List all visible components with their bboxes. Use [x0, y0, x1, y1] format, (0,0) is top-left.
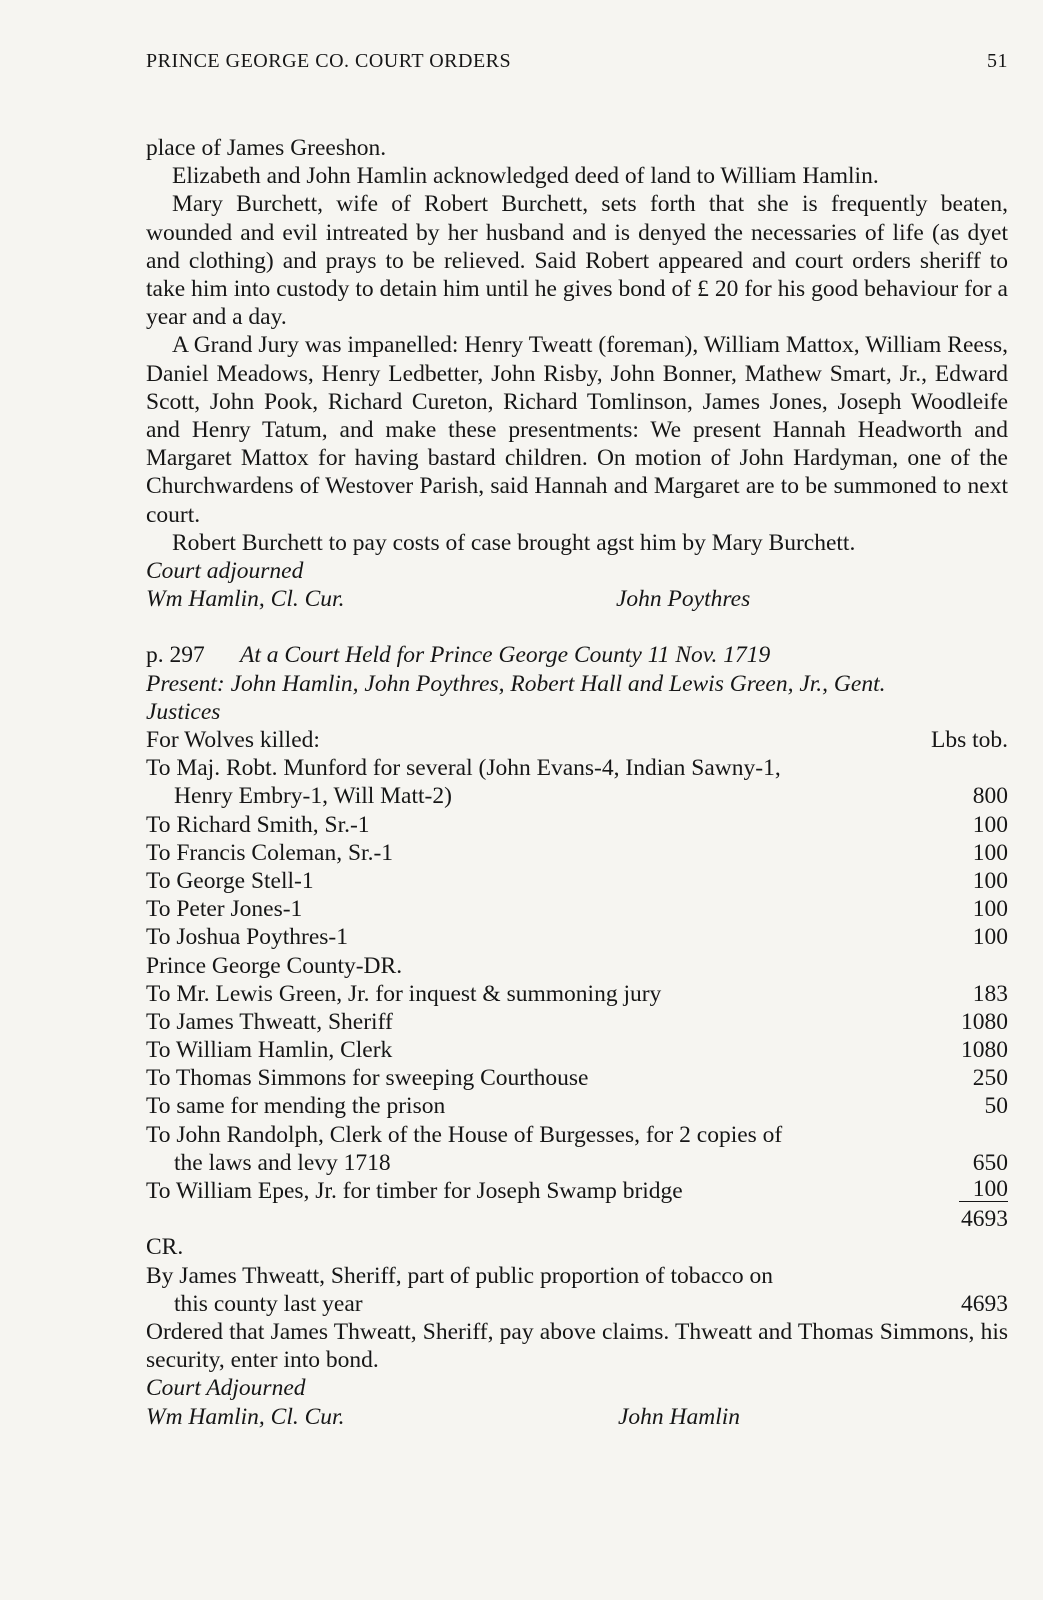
- county-dr-label: Prince George County-DR.: [146, 952, 403, 979]
- ledger-row: [146, 980, 1008, 1008]
- paragraph-continued: place of James Greeshon.: [146, 135, 387, 161]
- ledger-amount: 100: [972, 811, 1008, 838]
- paragraph-order: Ordered that James Thweatt, Sheriff, pay above claims. Thweatt and Thomas Simmons, his security, enter into bond.: [146, 1318, 1008, 1374]
- paragraph-deed: Elizabeth and John Hamlin acknowledged deed of land to William Hamlin.: [172, 163, 879, 190]
- paragraph-grand-jury: A Grand Jury was impanelled: Henry Tweatt (foreman), William Mattox, William Reess, Daniel Meadows, Henry Ledbetter, John Risby, John Bonner, Mathew Smart, Jr., Edward Scott, John Pook, Richard Cureton, Richard Tomlinson, James Jones, Joseph Woodleife and Henry Tatum, and make these presentments: We present Hannah Headworth and Margaret Mattox for having bastard children. On motion of John Hardyman, one of the Churchwardens of Westover Parish, said Hannah and Margaret are to be summoned to next court.: [146, 332, 1008, 528]
- ledger-amount: 250: [972, 1065, 1008, 1092]
- court-heading: [146, 641, 1008, 669]
- page-number: 51: [987, 50, 1008, 72]
- ledger-row: [146, 1008, 1008, 1036]
- ledger-row: [146, 867, 1008, 895]
- ledger-entry-label: To Thomas Simmons for sweeping Courthouse: [146, 1065, 589, 1092]
- cr-row: [146, 1233, 1008, 1261]
- ledger-entry-label: To William Hamlin, Clerk: [146, 1037, 393, 1064]
- running-header: [146, 50, 1008, 73]
- ledger-row: [146, 1036, 1008, 1064]
- ledger-amount: 100: [972, 896, 1008, 923]
- ledger-amount-underlined: 100: [959, 1177, 1008, 1202]
- ledger-row: [146, 1064, 1008, 1092]
- ledger-row: [146, 839, 1008, 867]
- credit-row: [146, 1262, 1008, 1290]
- credit-row: [146, 1290, 1008, 1318]
- ledger-row: [146, 923, 1008, 951]
- ledger-entry-label: To James Thweatt, Sheriff: [146, 1008, 393, 1035]
- ledger-entry-label: To William Epes, Jr. for timber for Joseph Swamp bridge: [146, 1178, 683, 1205]
- ledger-entry-label-cont: the laws and levy 1718: [174, 1149, 391, 1176]
- ledger-row: [146, 895, 1008, 923]
- ledger-amount: 100: [972, 839, 1008, 866]
- ledger-row: [146, 1177, 1008, 1205]
- credit-label-cont: this county last year: [174, 1290, 363, 1317]
- page-reference: p. 297: [146, 642, 205, 669]
- ledger-row: [146, 782, 1008, 810]
- ledger-entry-label: To John Randolph, Clerk of the House of Burgesses, for 2 copies of: [146, 1121, 783, 1148]
- clerk-signature: Wm Hamlin, Cl. Cur.: [146, 586, 345, 613]
- credit-amount: 4693: [961, 1290, 1008, 1317]
- ledger-row: [146, 754, 1008, 782]
- ledger-amount: 1080: [961, 1008, 1008, 1035]
- county-dr-row: [146, 952, 1008, 980]
- ledger-entry-label: To Maj. Robt. Munford for several (John Evans-4, Indian Sawny-1,: [146, 755, 781, 782]
- ledger-amount: 50: [984, 1093, 1008, 1120]
- ledger-entry-label: To Mr. Lewis Green, Jr. for inquest & summoning jury: [146, 980, 662, 1007]
- ledger-entry-label: To George Stell-1: [146, 867, 314, 894]
- page-body: [146, 134, 1008, 1431]
- clerk-signature: Wm Hamlin, Cl. Cur.: [146, 1403, 345, 1430]
- court-adjourned: Court adjourned: [146, 558, 304, 585]
- signature-line: [146, 585, 1008, 613]
- ledger-amount: 800: [972, 783, 1008, 810]
- ledger-entry-label: To Peter Jones-1: [146, 896, 303, 923]
- ledger-entry-label: To Joshua Poythres-1: [146, 924, 349, 951]
- cr-label: CR.: [146, 1234, 184, 1261]
- ledger-entry-label: To Richard Smith, Sr.-1: [146, 811, 370, 838]
- total-row: [146, 1205, 1008, 1233]
- paragraph-burchett: Mary Burchett, wife of Robert Burchett, sets forth that she is frequently beaten, wounded and evil intreated by her husband and is denyed the necessaries of life (as dyet and clothing) and prays to be relieved. Said Robert appeared and court orders sheriff to take him into custody to detain him until he gives bond of £ 20 for his good behaviour for a year and a day.: [146, 191, 1008, 331]
- ledger-row: [146, 1121, 1008, 1149]
- court-heading-text: At a Court Held for Prince George County 11 Nov. 1719: [240, 642, 771, 669]
- ledger-total: 4693: [961, 1206, 1008, 1233]
- unit-label: Lbs tob.: [930, 727, 1008, 754]
- header-title: PRINCE GEORGE CO. COURT ORDERS: [146, 50, 512, 72]
- ledger-entry-label-cont: Henry Embry-1, Will Matt-2): [174, 783, 452, 810]
- paragraph-costs: Robert Burchett to pay costs of case brought agst him by Mary Burchett.: [172, 529, 856, 556]
- wolves-label: For Wolves killed:: [146, 727, 320, 754]
- court-adjourned-2: Court Adjourned: [146, 1375, 306, 1402]
- wolves-heading-row: [146, 726, 1008, 754]
- ledger-amount: 100: [972, 924, 1008, 951]
- present-justices-cont: Justices: [146, 698, 221, 725]
- signature-line-2: [146, 1403, 1008, 1431]
- ledger-amount: 183: [972, 980, 1008, 1007]
- ledger-row: [146, 811, 1008, 839]
- ledger-entry-label: To Francis Coleman, Sr.-1: [146, 839, 394, 866]
- justice-signature: John Poythres: [616, 586, 751, 613]
- ledger-row: [146, 1149, 1008, 1177]
- ledger-amount: 1080: [961, 1037, 1008, 1064]
- present-justices: Present: John Hamlin, John Poythres, Robert Hall and Lewis Green, Jr., Gent.: [146, 670, 886, 697]
- ledger-entry-label: To same for mending the prison: [146, 1093, 446, 1120]
- ledger-amount: 650: [972, 1149, 1008, 1176]
- ledger-amount: 100: [972, 867, 1008, 894]
- ledger-row: [146, 1092, 1008, 1120]
- justice-signature: John Hamlin: [618, 1403, 741, 1430]
- credit-label: By James Thweatt, Sheriff, part of public proportion of tobacco on: [146, 1262, 773, 1289]
